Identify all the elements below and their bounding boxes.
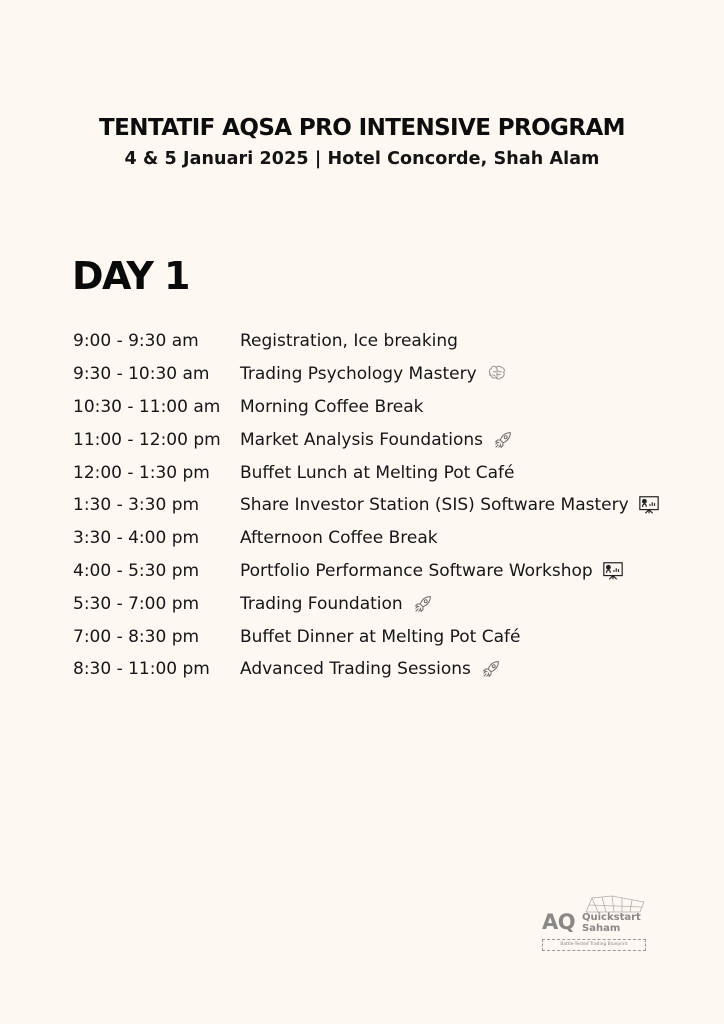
logo-name-line2: Saham [582, 923, 621, 934]
day-heading: DAY 1 [72, 254, 190, 298]
schedule-activity: Portfolio Performance Software Workshop [240, 560, 593, 581]
schedule-time: 8:30 - 11:00 pm [73, 659, 210, 680]
schedule-time: 11:00 - 12:00 pm [73, 429, 221, 450]
schedule-activity: Trading Foundation [240, 593, 403, 614]
schedule-row [73, 555, 713, 588]
schedule-activity: Share Investor Station (SIS) Software Mastery [240, 495, 629, 516]
schedule-row [73, 325, 713, 358]
schedule-row [73, 587, 713, 620]
schedule-row [73, 653, 713, 686]
schedule-row [73, 358, 713, 391]
schedule-time: 1:30 - 3:30 pm [73, 495, 200, 516]
schedule-time: 7:00 - 8:30 pm [73, 626, 200, 647]
schedule-time: 9:30 - 10:30 am [73, 364, 210, 385]
schedule-activity: Morning Coffee Break [240, 396, 424, 417]
schedule-list [73, 325, 713, 686]
schedule-activity: Market Analysis Foundations [240, 429, 484, 450]
schedule-time: 10:30 - 11:00 am [73, 396, 221, 417]
schedule-row [73, 456, 713, 489]
schedule-time: 3:30 - 4:00 pm [73, 528, 200, 549]
presentation-icon [602, 560, 624, 582]
schedule-activity: Trading Psychology Mastery [240, 364, 477, 385]
schedule-row [73, 522, 713, 555]
logo-tagline: Battle-Tested Trading Blueprint [542, 939, 646, 951]
schedule-activity: Afternoon Coffee Break [240, 528, 438, 549]
event-date-venue: 4 & 5 Januari 2025 | Hotel Concorde, Shah Alam [124, 149, 600, 169]
page-title: TENTATIF AQSA PRO INTENSIVE PROGRAM [99, 115, 625, 141]
rocket-icon [480, 658, 502, 680]
schedule-time: 9:00 - 9:30 am [73, 331, 199, 352]
rocket-icon [412, 593, 434, 615]
schedule-row [73, 620, 713, 653]
schedule-row [73, 391, 713, 424]
schedule-time: 4:00 - 5:30 pm [73, 560, 200, 581]
schedule-activity: Advanced Trading Sessions [240, 659, 471, 680]
schedule-row [73, 489, 713, 522]
brain-icon [486, 363, 508, 385]
presentation-icon [638, 494, 660, 516]
schedule-activity: Buffet Lunch at Melting Pot Café [240, 462, 515, 483]
schedule-activity: Buffet Dinner at Melting Pot Café [240, 626, 521, 647]
schedule-row [73, 423, 713, 456]
schedule-time: 5:30 - 7:00 pm [73, 593, 200, 614]
quickstart-saham-logo [540, 894, 650, 954]
schedule-activity: Registration, Ice breaking [240, 331, 458, 352]
logo-mark: AQ [542, 910, 576, 934]
schedule-time: 12:00 - 1:30 pm [73, 462, 210, 483]
logo-name-line1: Quickstart [582, 912, 641, 923]
rocket-icon [492, 429, 514, 451]
